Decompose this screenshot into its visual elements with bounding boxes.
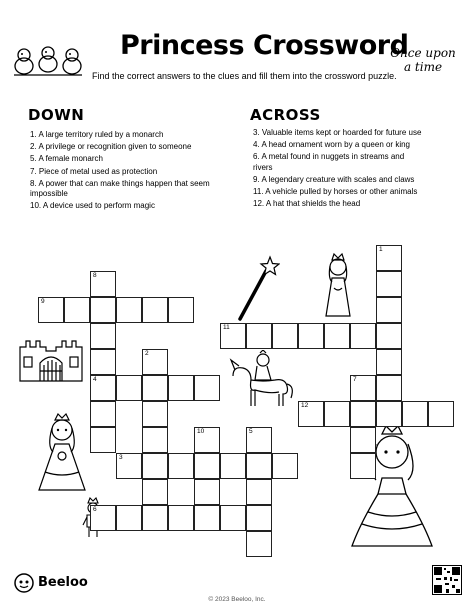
crossword-cell[interactable] xyxy=(142,375,168,401)
crossword-cell[interactable] xyxy=(272,323,298,349)
crossword-cell[interactable] xyxy=(376,271,402,297)
clue-number: 1 xyxy=(379,246,383,253)
clue-number: 4 xyxy=(93,376,97,383)
crossword-cell[interactable] xyxy=(142,427,168,453)
down-clue: 10. A device used to perform magic xyxy=(30,201,155,211)
crossword-cell[interactable] xyxy=(376,297,402,323)
down-clue: 2. A privilege or recognition given to someone xyxy=(30,142,192,152)
crossword-cell[interactable] xyxy=(246,479,272,505)
copyright: © 2023 Beeloo, Inc. xyxy=(208,596,266,603)
clue-number: 11 xyxy=(223,324,230,331)
crossword-cell[interactable] xyxy=(142,453,168,479)
crossword-cell[interactable] xyxy=(194,375,220,401)
brand-name: Beeloo xyxy=(38,575,88,590)
crossword-cell[interactable] xyxy=(376,245,402,271)
crossword-cell[interactable] xyxy=(90,297,116,323)
crossword-cell[interactable] xyxy=(90,401,116,427)
crossword-cell[interactable] xyxy=(246,531,272,557)
down-clue-list xyxy=(30,130,215,213)
chicks-icon xyxy=(12,44,84,78)
crossword-cell[interactable] xyxy=(220,453,246,479)
crossword-cell[interactable] xyxy=(168,453,194,479)
crossword-cell[interactable] xyxy=(90,349,116,375)
crossword-cell[interactable] xyxy=(90,505,116,531)
crossword-cell[interactable] xyxy=(376,349,402,375)
crossword-cell[interactable] xyxy=(90,375,116,401)
crossword-cell[interactable] xyxy=(350,453,376,479)
crossword-cell[interactable] xyxy=(116,453,142,479)
crossword-cell[interactable] xyxy=(350,427,376,453)
down-heading: DOWN xyxy=(28,106,85,124)
castle-icon xyxy=(18,333,84,383)
crossword-cell[interactable] xyxy=(350,323,376,349)
down-clue: 5. A female monarch xyxy=(30,154,103,164)
across-clue: 3. Valuable items kept or hoarded for future use xyxy=(253,128,422,137)
crossword-cell[interactable] xyxy=(324,401,350,427)
crossword-cell[interactable] xyxy=(246,505,272,531)
clue-number: 8 xyxy=(93,272,97,279)
crossword-cell[interactable] xyxy=(428,401,454,427)
down-clue: 7. Piece of metal used as protection xyxy=(30,166,158,176)
qr-code-icon xyxy=(432,565,462,595)
crossword-cell[interactable] xyxy=(324,323,350,349)
crossword-cell[interactable] xyxy=(194,505,220,531)
across-clue: 11. A vehicle pulled by horses or other animals xyxy=(253,187,418,197)
tagline: Once upon a time xyxy=(390,46,456,74)
clue-number: 10 xyxy=(197,428,205,435)
crossword-cell[interactable] xyxy=(142,401,168,427)
clue-number: 12 xyxy=(301,402,309,409)
crossword-cell[interactable] xyxy=(142,349,168,375)
wand-icon xyxy=(236,255,280,321)
crossword-cell[interactable] xyxy=(142,297,168,323)
across-clue: 6. A metal found in nuggets in streams and rivers xyxy=(253,152,405,172)
crossword-cell[interactable] xyxy=(38,297,64,323)
down-clue: 1. A large territory ruled by a monarch xyxy=(30,130,164,139)
crossword-cell[interactable] xyxy=(142,505,168,531)
across-clue: 4. A head ornament worn by a queen or king xyxy=(253,140,410,150)
crossword-cell[interactable] xyxy=(350,401,376,427)
princess-with-flowers-icon xyxy=(33,412,91,492)
across-clue: 12. A hat that shields the head xyxy=(253,199,361,209)
crossword-cell[interactable] xyxy=(194,479,220,505)
crossword-cell[interactable] xyxy=(220,505,246,531)
clue-number: 2 xyxy=(145,350,149,357)
across-heading: ACROSS xyxy=(250,106,321,124)
beeloo-logo-icon xyxy=(14,573,34,593)
crossword-cell[interactable] xyxy=(116,375,142,401)
page-title: Princess Crossword xyxy=(120,30,409,61)
instructions: Find the correct answers to the clues and fill them into the crossword puzzle. xyxy=(92,71,397,81)
crossword-cell[interactable] xyxy=(272,453,298,479)
crossword-cell[interactable] xyxy=(298,401,324,427)
crossword-cell[interactable] xyxy=(376,375,402,401)
clue-number: 3 xyxy=(119,454,123,461)
crossword-cell[interactable] xyxy=(116,297,142,323)
princess-icon xyxy=(318,252,358,320)
clue-number: 9 xyxy=(41,298,45,305)
crossword-cell[interactable] xyxy=(376,401,402,427)
crossword-cell[interactable] xyxy=(194,453,220,479)
crossword-cell[interactable] xyxy=(168,375,194,401)
crossword-cell[interactable] xyxy=(246,453,272,479)
clue-number: 6 xyxy=(93,506,97,513)
unicorn-icon xyxy=(229,350,295,408)
crossword-cell[interactable] xyxy=(90,427,116,453)
down-clue: 8. A power that can make things happen that seem impossible xyxy=(30,178,210,199)
crossword-cell[interactable] xyxy=(64,297,90,323)
clue-number: 7 xyxy=(353,376,357,383)
crossword-cell[interactable] xyxy=(168,297,194,323)
crossword-cell[interactable] xyxy=(116,505,142,531)
crossword-cell[interactable] xyxy=(220,323,246,349)
crossword-cell[interactable] xyxy=(376,323,402,349)
crossword-cell[interactable] xyxy=(402,401,428,427)
crossword-cell[interactable] xyxy=(298,323,324,349)
clue-number: 5 xyxy=(249,428,253,435)
crossword-cell[interactable] xyxy=(194,427,220,453)
across-clue-list xyxy=(253,128,423,211)
crossword-cell[interactable] xyxy=(246,323,272,349)
crossword-cell[interactable] xyxy=(142,479,168,505)
crossword-cell[interactable] xyxy=(90,323,116,349)
crossword-cell[interactable] xyxy=(90,271,116,297)
crossword-cell[interactable] xyxy=(350,375,376,401)
across-clue: 9. A legendary creature with scales and claws xyxy=(253,174,415,184)
crossword-cell[interactable] xyxy=(246,427,272,453)
crossword-cell[interactable] xyxy=(168,505,194,531)
